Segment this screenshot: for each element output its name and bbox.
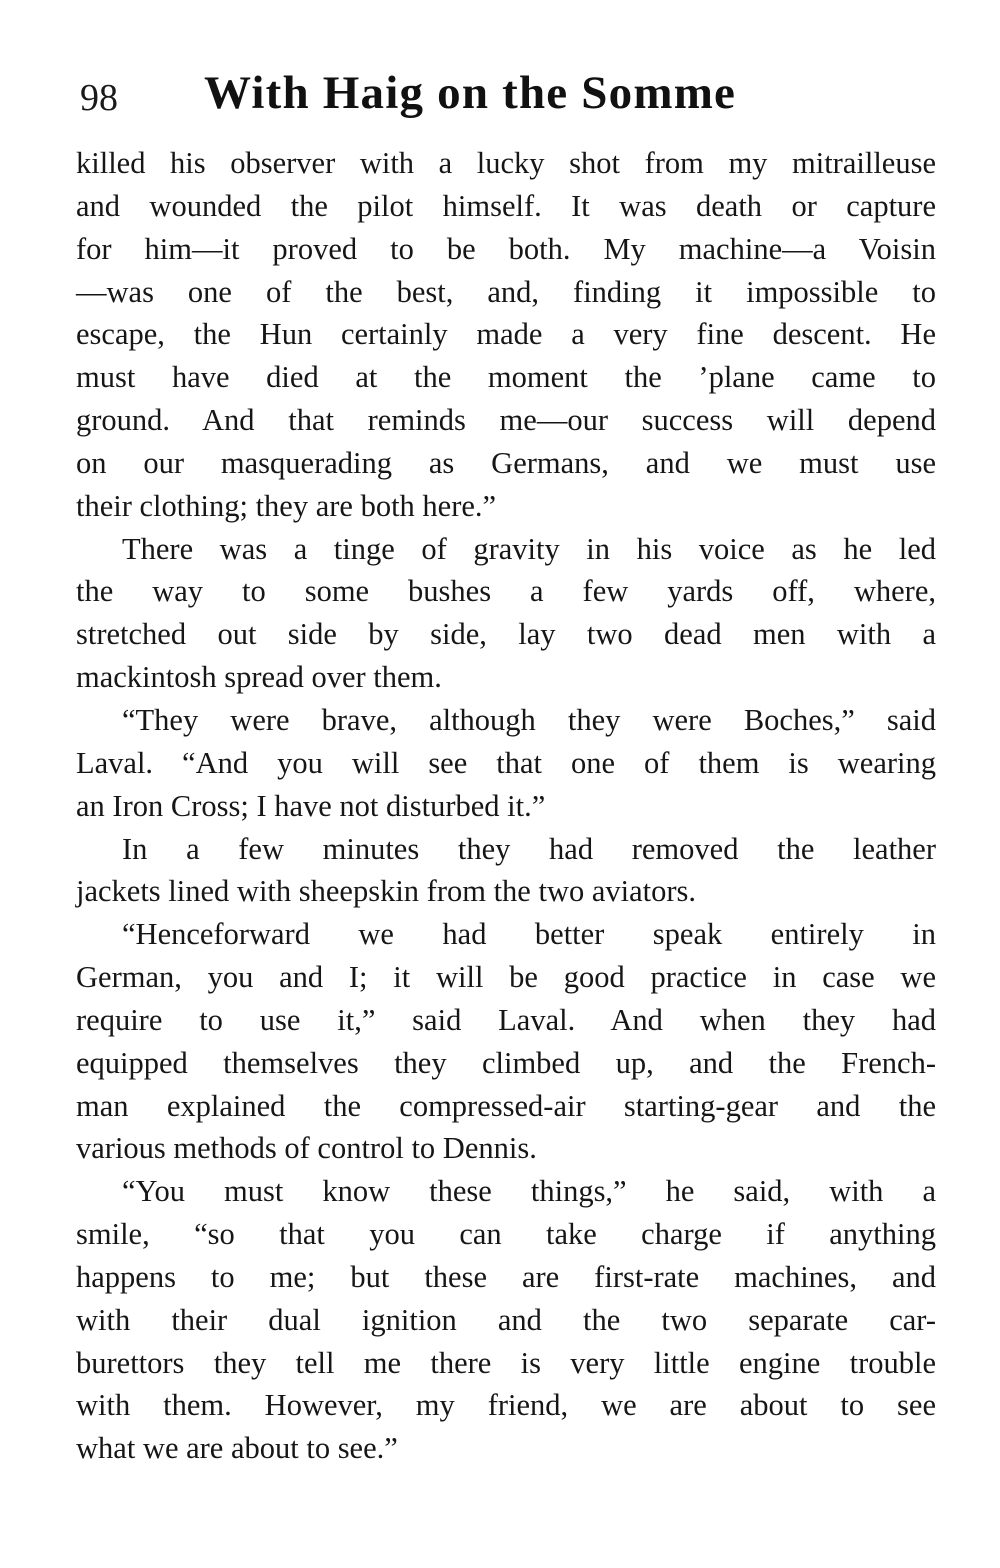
- text-line: mackintosh spread over them.: [76, 660, 442, 695]
- text-line: and wounded the pilot himself. It was death or capture: [76, 188, 936, 223]
- text-line: jackets lined with sheepskin from the two aviators.: [76, 874, 697, 909]
- text-line: burettors they tell me there is very little engine trouble: [76, 1345, 936, 1380]
- text-line: man explained the compressed-air starting-gear and the: [76, 1088, 936, 1123]
- running-title: With Haig on the Somme: [204, 67, 737, 119]
- body-text: [76, 142, 936, 1470]
- text-line: various methods of control to Dennis.: [76, 1131, 537, 1166]
- text-line: “They were brave, although they were Boches,” said: [122, 702, 936, 737]
- text-line: “You must know these things,” he said, with a: [122, 1174, 936, 1209]
- text-line: escape, the Hun certainly made a very fine descent. He: [76, 317, 936, 352]
- text-line: —was one of the best, and, finding it impossible to: [76, 274, 936, 309]
- text-line: German, you and I; it will be good practice in case we: [76, 960, 936, 995]
- text-line: smile, “so that you can take charge if anything: [76, 1217, 936, 1252]
- text-line: for him—it proved to be both. My machine—a Voisin: [76, 231, 936, 266]
- text-line: happens to me; but these are first-rate machines, and: [76, 1259, 936, 1294]
- text-line: stretched out side by side, lay two dead men with a: [76, 617, 936, 652]
- text-line: with their dual ignition and the two separate car-: [76, 1302, 936, 1337]
- text-line: their clothing; they are both here.”: [76, 488, 497, 523]
- text-line: what we are about to see.”: [76, 1431, 398, 1466]
- text-line: require to use it,” said Laval. And when they had: [76, 1002, 936, 1037]
- text-line: on our masquerading as Germans, and we must use: [76, 445, 936, 480]
- text-line: There was a tinge of gravity in his voice as he led: [122, 531, 936, 566]
- page-header: [80, 66, 940, 136]
- text-line: with them. However, my friend, we are about to see: [76, 1388, 936, 1423]
- text-line: ground. And that reminds me—our success will depend: [76, 403, 936, 438]
- text-line: Laval. “And you will see that one of them is wearing: [76, 745, 936, 780]
- text-line: “Henceforward we had better speak entirely in: [122, 917, 936, 952]
- text-line: an Iron Cross; I have not disturbed it.”: [76, 788, 546, 823]
- text-line: killed his observer with a lucky shot from my mitrailleuse: [76, 146, 936, 180]
- text-line: must have died at the moment the ’plane came to: [76, 360, 936, 395]
- text-line: the way to some bushes a few yards off, where,: [76, 574, 936, 609]
- text-line: In a few minutes they had removed the leather: [122, 831, 936, 866]
- page-number: 98: [80, 77, 118, 119]
- text-line: equipped themselves they climbed up, and the French-: [76, 1045, 936, 1080]
